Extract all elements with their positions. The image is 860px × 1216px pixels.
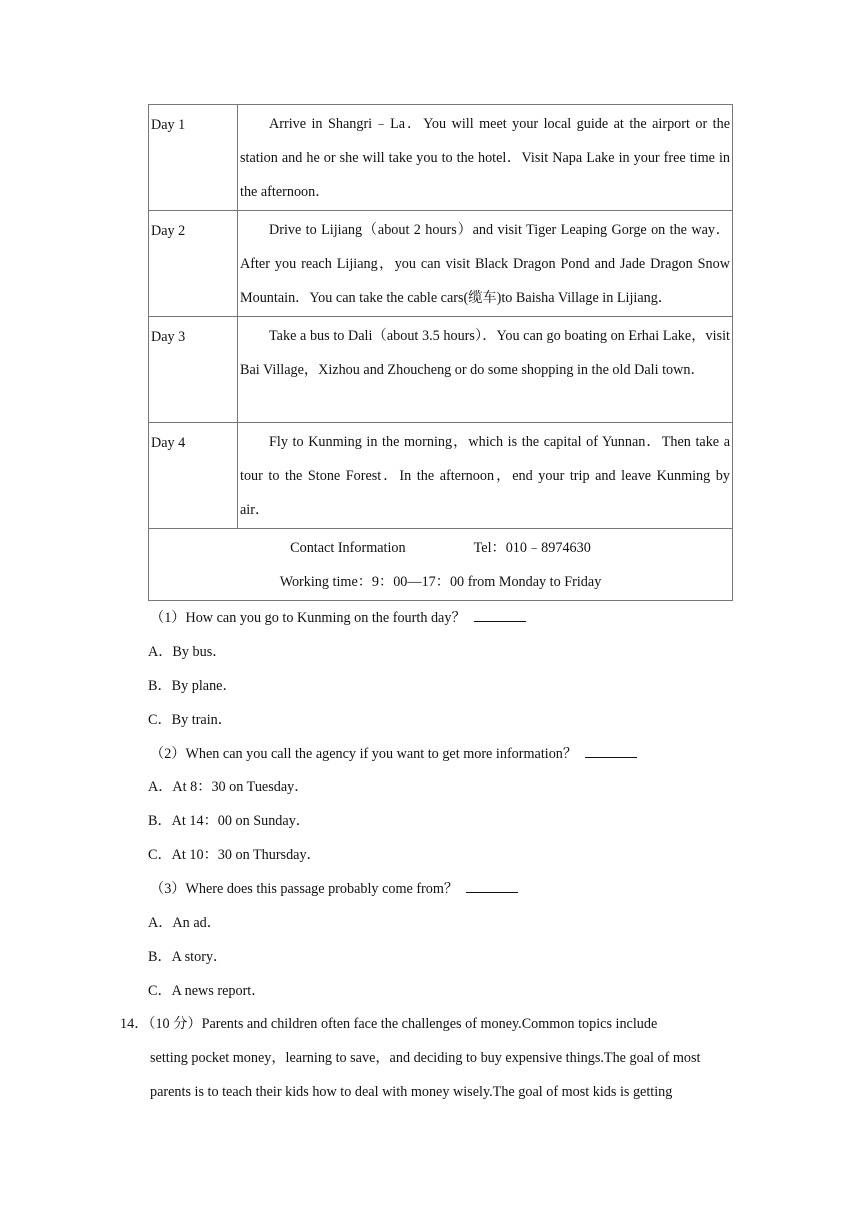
option: A．At 8：30 on Tuesday． — [148, 779, 309, 796]
option: C．At 10：30 on Thursday． — [148, 847, 321, 864]
itinerary-row — [149, 317, 733, 423]
day-label: Day 1 — [149, 105, 238, 211]
itinerary-row — [149, 211, 733, 317]
option: C．By train． — [148, 711, 232, 728]
contact-cell — [149, 529, 733, 601]
day-label: Day 3 — [149, 317, 238, 423]
option: B．By plane． — [148, 677, 237, 694]
passage-line: parents is to teach their kids how to deal with money wisely.The goal of most kids is getting — [150, 1083, 673, 1100]
day-description: Take a bus to Dali（about 3.5 hours）．You can go boating on Erhai Lake，visit Bai Village，Xizhou and Zhoucheng or do some shopping in the old Dali town． — [238, 317, 733, 423]
question-text: （2）When can you call the agency if you want to get more information？ — [150, 745, 578, 762]
passage-line: 14．（10 分）Parents and children often face the challenges of money.Common topics include — [120, 1016, 658, 1032]
answer-blank — [466, 880, 518, 893]
question-stem — [148, 602, 733, 636]
option: A．An ad． — [148, 915, 221, 932]
option: A．By bus． — [148, 643, 227, 660]
passage-line: setting pocket money，learning to save，and deciding to buy expensive things.The goal of most — [150, 1049, 701, 1066]
question-stem — [148, 873, 733, 907]
itinerary-row — [149, 423, 733, 529]
question-text: （3）Where does this passage probably come from？ — [150, 881, 459, 898]
day-description: Arrive in Shangri﹣La．You will meet your local guide at the airport or the station and he or she will take you to the hotel．Visit Napa Lake in your free time in the afternoon． — [238, 105, 733, 211]
day-label: Day 2 — [149, 211, 238, 317]
day-description: Fly to Kunming in the morning，which is the capital of Yunnan．Then take a tour to the Stone Forest．In the afternoon，end your trip and leave Kunming by air． — [238, 423, 733, 529]
contact-line — [149, 529, 732, 566]
reading-passage — [120, 1008, 730, 1109]
question-text: （1）How can you go to Kunming on the fourth day？ — [150, 610, 466, 626]
day-description: Drive to Lijiang（about 2 hours）and visit Tiger Leaping Gorge on the way．After you reach Lijiang，you can visit Black Dragon Pond and Jade Dragon Snow Mountain．You can take the cable cars(缆车)to Baisha Village in Lijiang． — [238, 211, 733, 317]
question-stem — [148, 738, 733, 772]
itinerary-row — [149, 105, 733, 211]
answer-blank — [474, 609, 526, 622]
contact-tel: Tel：010﹣8974630 — [473, 540, 591, 556]
option: C．A news report． — [148, 982, 266, 999]
answer-blank — [585, 745, 637, 758]
option: B．A story． — [148, 948, 228, 965]
question-list — [148, 602, 733, 1009]
option: B．At 14：00 on Sunday． — [148, 813, 310, 830]
contact-row — [149, 529, 733, 601]
day-label: Day 4 — [149, 423, 238, 529]
itinerary-table — [148, 104, 733, 601]
working-hours: Working time：9：00—17：00 from Monday to Friday — [279, 573, 602, 590]
contact-label: Contact Information — [290, 540, 406, 556]
